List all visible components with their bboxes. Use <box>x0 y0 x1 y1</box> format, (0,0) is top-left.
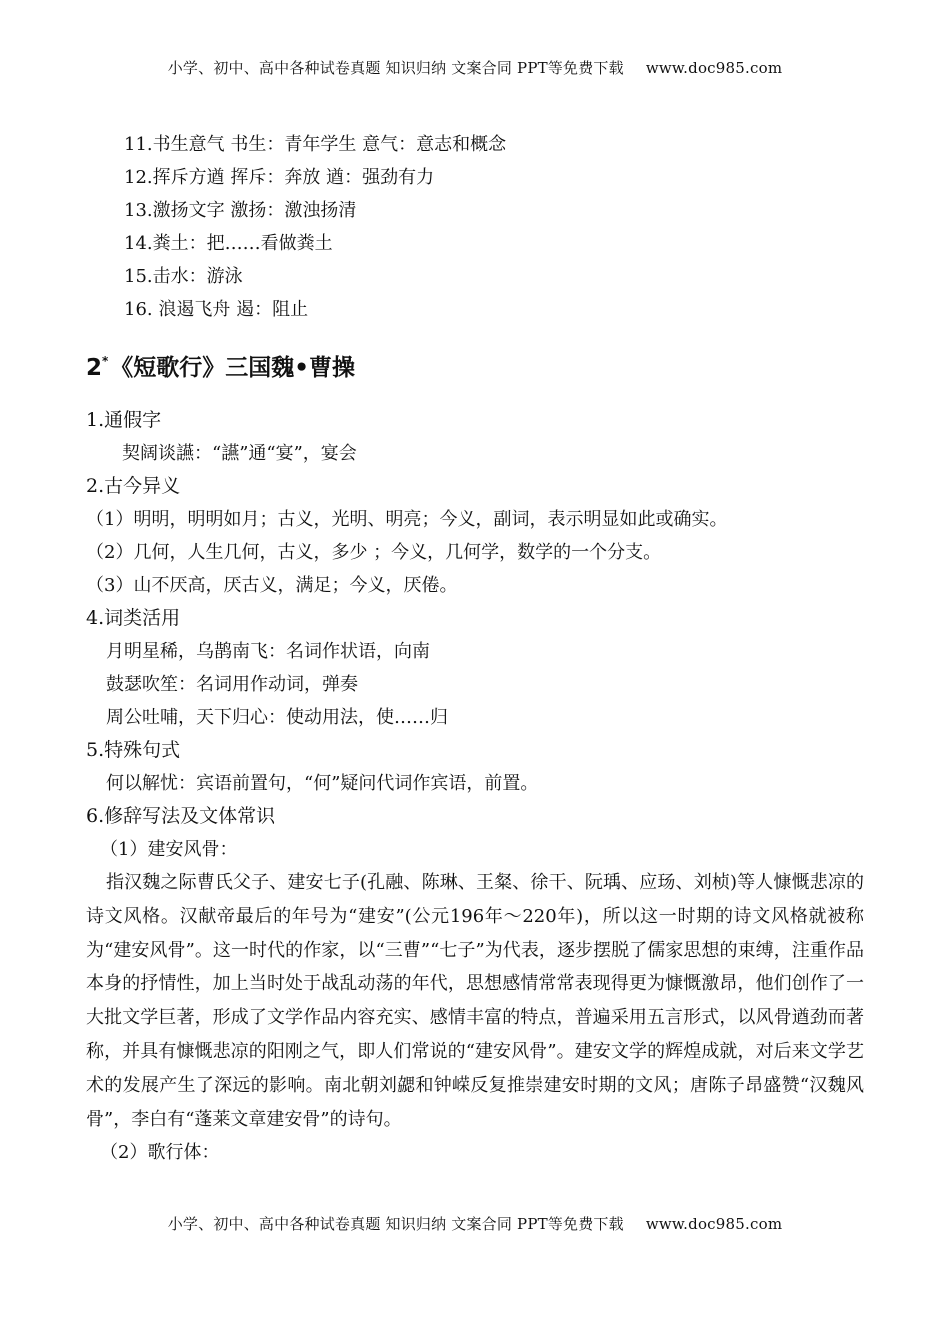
list-item: （1）明明，明明如月；古义，光明、明亮；今义，副词，表示明显如此或确实。 <box>86 509 728 530</box>
vocab-item: 16. 浪遏飞舟 遏：阻止 <box>124 299 309 320</box>
heading-teshujushi: 5.特殊句式 <box>86 739 181 761</box>
footer-text: 小学、初中、高中各种试卷真题 知识归纳 文案合同 PPT等免费下载 <box>167 1215 624 1233</box>
heading-cileihuoyong: 4.词类活用 <box>86 607 181 629</box>
vocab-item: 15.击水：游泳 <box>124 266 243 287</box>
vocab-item: 14.粪土：把……看做粪土 <box>124 233 333 254</box>
page-footer <box>0 1213 950 1234</box>
heading-xiuci: 6.修辞写法及文体常识 <box>86 805 276 827</box>
section-mark: * <box>102 354 109 368</box>
page-header <box>0 57 950 78</box>
section-title <box>86 344 864 381</box>
sub-heading-gexingti: （2）歌行体： <box>100 1142 220 1164</box>
heading-gujinyiyi: 2.古今异义 <box>86 475 181 497</box>
footer-url[interactable]: www.doc985.com <box>645 1215 783 1233</box>
list-item: 周公吐哺，天下归心：使动用法，使……归 <box>106 707 448 728</box>
list-item: 月明星稀，乌鹊南飞：名词作状语，向南 <box>106 641 430 662</box>
list-item: 何以解忧：宾语前置句，“何”疑问代词作宾语，前置。 <box>106 773 539 794</box>
document-body <box>86 128 864 1169</box>
header-url[interactable]: www.doc985.com <box>645 59 783 77</box>
vocab-item: 11.书生意气 书生：青年学生 意气：意志和概念 <box>124 134 507 155</box>
sub-heading-jianan: （1）建安风骨： <box>100 839 238 860</box>
paragraph-jianan-fenggu: 指汉魏之际曹氏父子、建安七子(孔融、陈琳、王粲、徐干、阮瑀、应玚、刘桢)等人慷慨悲凉的诗文风格。汉献帝最后的年号为“建安”(公元196年～220年)，所以这一时期的诗文风格就被称为“建安风骨”。这一时代的作家，以“三曹”“七子”为代表，逐步摆脱了儒家思想的束缚，注重作品本身的抒情性，加上当时处于战乱动荡的年代，思想感情常常表现得更为慷慨激昂，他们创作了一大批文学巨著，形成了文学作品内容充实、感情丰富的特点，普遍采用五言形式，以风骨遒劲而著称，并具有慷慨悲凉的阳刚之气，即人们常说的“建安风骨”。建安文学的辉煌成就，对后来文学艺术的发展产生了深远的影响。南北朝刘勰和钟嵘反复推崇建安时期的文风；唐陈子昂盛赞“汉魏风骨”，李白有“蓬莱文章建安骨”的诗句。 <box>86 872 864 1130</box>
list-item: （3）山不厌高，厌古义，满足；今义，厌倦。 <box>86 575 458 596</box>
list-item: （2）几何，人生几何，古义，多少 ；今义，几何学，数学的一个分支。 <box>86 542 662 563</box>
heading-tongjiazi: 1.通假字 <box>86 409 162 431</box>
section-title-text: 《短歌行》三国魏•曹操 <box>110 355 355 381</box>
vocab-item: 12.挥斥方遒 挥斥：奔放 遒：强劲有力 <box>124 167 435 188</box>
list-item: 鼓瑟吹笙：名词用作动词，弹奏 <box>106 674 358 695</box>
header-text: 小学、初中、高中各种试卷真题 知识归纳 文案合同 PPT等免费下载 <box>167 59 624 77</box>
list-item: 契阔谈讌：“讌”通“宴”，宴会 <box>122 443 357 464</box>
vocab-item: 13.激扬文字 激扬：激浊扬清 <box>124 200 357 221</box>
section-number: 2 <box>86 355 103 381</box>
